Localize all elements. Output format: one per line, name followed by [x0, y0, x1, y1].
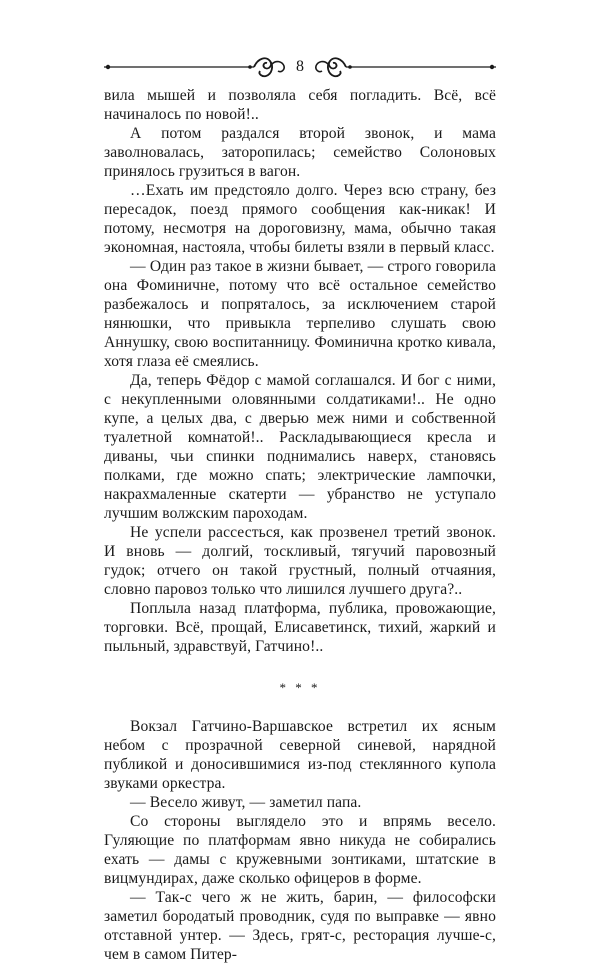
paragraph: …Ехать им предстояло долго. Через всю страну, без пересадок, поезд прямого сообщения как-никак! И потому, несмотря на дороговизну, мама, обычно такая экономная, настояла, чтобы билеты взяли в первый класс. [104, 182, 496, 256]
section-separator: * * * [279, 680, 321, 695]
page-header [104, 52, 496, 82]
paragraph: Со стороны выглядело это и впрямь весело. Гуляющие по платформам явно никуда не собирались ехать — дамы с кружевными зонтиками, штатские в вицмундирах, даже сколько офицеров в форме. [104, 813, 496, 887]
paragraph: А потом раздался второй звонок, и мама заволновалась, заторопилась; семейство Солоновых принялось грузиться в вагон. [104, 125, 496, 180]
paragraph: Да, теперь Фёдор с мамой соглашался. И бог с ними, с некупленными оловянными солдатиками!.. Не одно купе, а целых два, с дверью меж ними и собственной туалетной комнатой!.. Раскладывающиеся кресла и диваны, чьи спинки поднимались наверх, становясь полками, где можно спать; электрические лампочки, накрахмаленные скатерти — убранство не уступало лучшим волжским пароходам. [104, 372, 496, 522]
paragraph: вила мышей и позволяла себя погладить. Всё, всё начиналось по новой!.. [104, 87, 496, 123]
paragraph: Не успели рассесться, как прозвенел третий звонок. И вновь — долгий, тоскливый, тягучий паровозный гудок; отчего он такой грустный, полный отчаяния, словно паровоз только что лишился лучшего друга?.. [104, 524, 496, 598]
paragraph: Вокзал Гатчино-Варшавское встретил их ясным небом с прозрачной северной синевой, нарядной публикой и доносившимися из-под стеклянного купола звуками оркестра. [104, 718, 496, 792]
body-text [104, 86, 496, 964]
paragraph: Поплыла назад платформа, публика, провожающие, торговки. Всё, прощай, Елисаветинск, тихий, жаркий и пыльный, здравствуй, Гатчино!.. [104, 600, 496, 655]
paragraph: — Один раз такое в жизни бывает, — строго говорила она Фоминичне, потому что всё остальное семейство разбежалось и попряталось, за исключением старой нянюшки, что привыкла терпеливо слушать свою Аннушку, свою воспитанницу. Фоминична кротко кивала, хотя глаза её смеялись. [104, 258, 496, 370]
page-number: 8 [296, 58, 304, 75]
paragraph: — Так-с чего ж не жить, барин, — философски заметил бородатый проводник, судя по выправке — явно отставной унтер. — Здесь, грят-с, ресторация лучше-с, чем в самом Питер- [104, 889, 496, 963]
paragraph: — Весело живут, — заметил папа. [130, 794, 362, 811]
